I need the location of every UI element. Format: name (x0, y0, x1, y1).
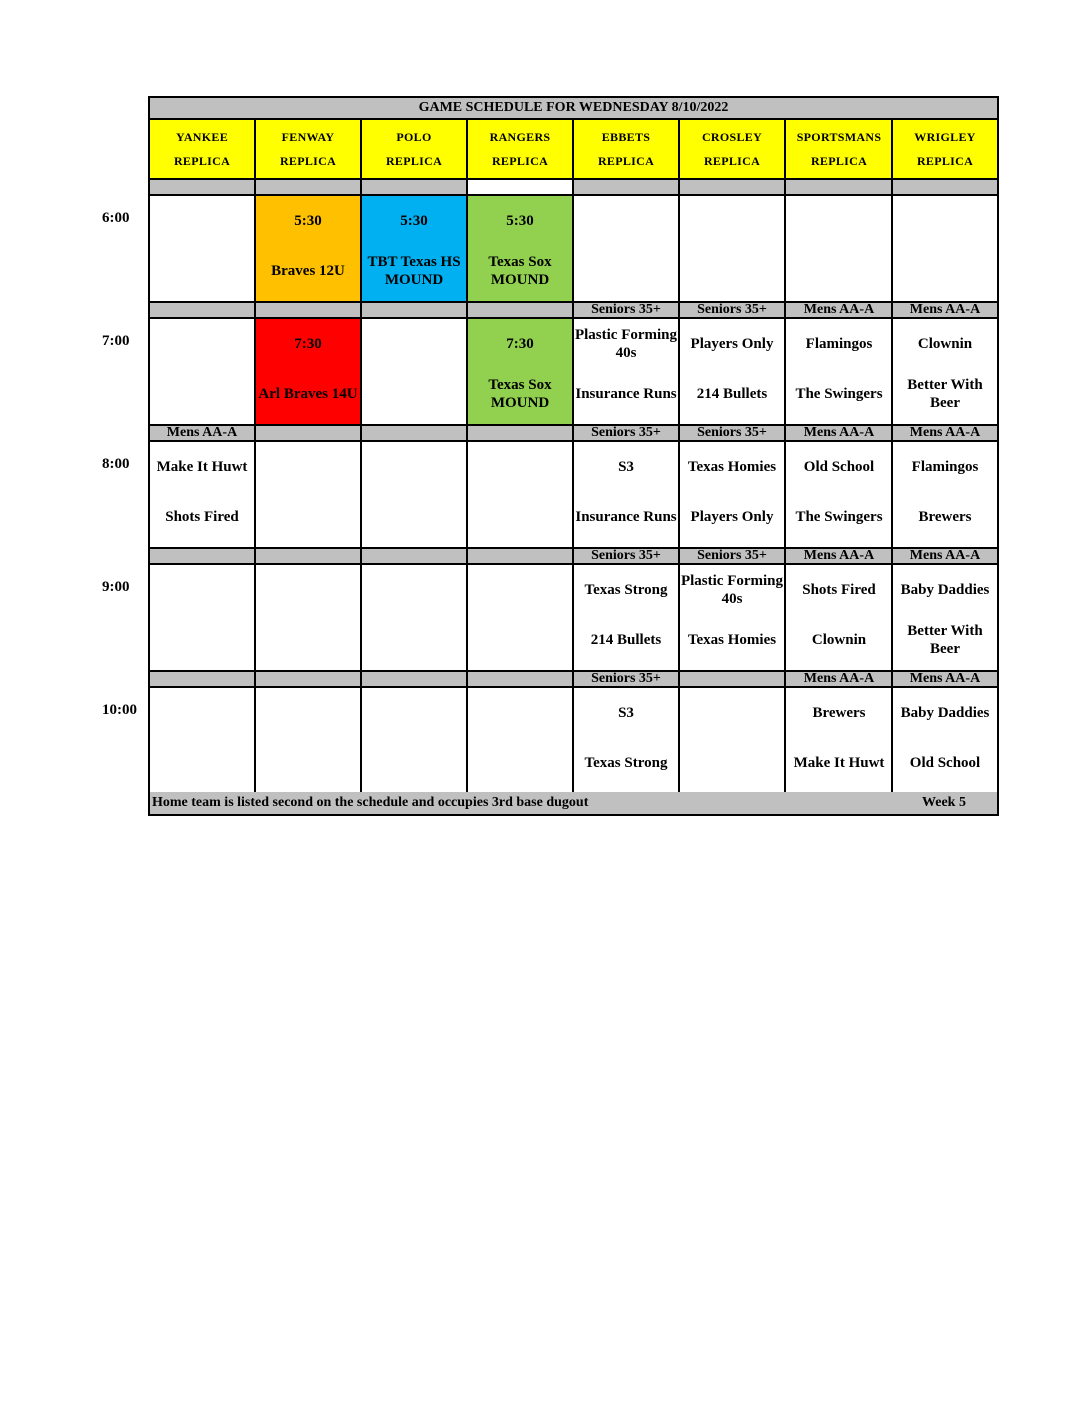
field-header-fenway (256, 120, 362, 178)
matchup (787, 196, 891, 296)
division-label (680, 180, 786, 194)
field-subtitle: REPLICA (810, 154, 868, 168)
away-team (680, 688, 784, 738)
matchup (680, 442, 784, 542)
away-team: Plastic Forming 40s (680, 573, 784, 607)
home-team (150, 246, 254, 296)
home-team: Arl Braves 14U (258, 386, 358, 402)
division-label: Seniors 35+ (680, 549, 786, 563)
away-team (362, 442, 466, 492)
division-label (362, 549, 468, 563)
division-label: Mens AA-A (787, 426, 893, 440)
away-team (468, 688, 572, 738)
matchup (787, 319, 891, 419)
game-cell (893, 319, 997, 424)
division-band (150, 180, 997, 196)
game-cell (468, 319, 574, 424)
away-team (150, 319, 254, 369)
field-header-yankee (150, 120, 256, 178)
field-name: SPORTSMANS (796, 130, 882, 144)
matchup (468, 688, 572, 788)
field-header-ebbets (574, 120, 680, 178)
game-cell (680, 688, 786, 793)
game-cell (256, 442, 362, 547)
game-cell (468, 442, 574, 547)
division-band (150, 672, 997, 688)
away-team (150, 565, 254, 615)
away-team: Flamingos (911, 459, 979, 475)
matchup (787, 565, 891, 665)
division-label: Seniors 35+ (680, 303, 786, 317)
game-cell (574, 196, 680, 301)
game-cell (680, 565, 786, 670)
division-label (362, 303, 468, 317)
matchup (468, 196, 572, 296)
game-cell (256, 688, 362, 793)
division-label (680, 672, 786, 686)
game-cell (150, 688, 256, 793)
home-team: Braves 12U (271, 263, 345, 279)
division-label: Mens AA-A (787, 549, 893, 563)
home-team: The Swingers (795, 509, 883, 525)
game-cell (362, 319, 468, 424)
matchup (680, 319, 784, 419)
away-team: Make It Huwt (156, 459, 248, 475)
home-team (362, 369, 466, 419)
division-label: Seniors 35+ (680, 426, 786, 440)
home-team: Make It Huwt (793, 755, 885, 771)
home-team (150, 615, 254, 665)
away-team: Players Only (690, 336, 774, 352)
home-team (362, 615, 466, 665)
home-team (680, 246, 784, 296)
footer (150, 792, 997, 814)
matchup (893, 196, 997, 296)
home-team: Texas Homies (687, 632, 777, 648)
home-team (893, 246, 997, 296)
matchup (256, 319, 360, 419)
game-cell (256, 196, 362, 301)
division-label: Mens AA-A (909, 425, 981, 440)
time-label: 10:00 (102, 702, 137, 718)
away-team: Plastic Forming 40s (574, 327, 678, 361)
field-subtitle: REPLICA (703, 154, 761, 168)
away-team (787, 196, 891, 246)
matchup (362, 442, 466, 542)
matchup (893, 319, 997, 419)
division-label (468, 549, 574, 563)
away-team: Brewers (812, 705, 866, 721)
matchup (150, 319, 254, 419)
home-team: Brewers (918, 509, 972, 525)
game-cell (787, 196, 893, 301)
game-cell (893, 442, 997, 547)
away-team (362, 565, 466, 615)
matchup (256, 442, 360, 542)
field-header-rangers (468, 120, 574, 178)
game-cell (893, 196, 997, 301)
division-label (787, 180, 893, 194)
game-cell (893, 565, 997, 670)
footer-note: Home team is listed second on the schedule and occupies 3rd base dugout (152, 795, 589, 810)
home-team: Texas Strong (584, 755, 668, 771)
away-team: 5:30 (506, 213, 534, 229)
division-label: Mens AA-A (909, 548, 981, 563)
division-label (362, 672, 468, 686)
home-team: 214 Bullets (590, 632, 662, 648)
home-team: TBT Texas HS MOUND (367, 254, 461, 288)
field-header-wrigley (893, 120, 997, 178)
away-team: Clownin (917, 336, 973, 352)
field-header-polo (362, 120, 468, 178)
home-team: Better With Beer (907, 377, 983, 411)
matchup (787, 442, 891, 542)
matchup (362, 565, 466, 665)
field-subtitle: REPLICA (173, 154, 231, 168)
field-name: FENWAY (281, 130, 335, 144)
away-team (362, 688, 466, 738)
division-label: Seniors 35+ (574, 426, 680, 440)
matchup (680, 565, 784, 665)
home-team (362, 738, 466, 788)
matchup (574, 565, 678, 665)
matchup (468, 319, 572, 419)
division-label (150, 549, 256, 563)
away-team: 7:30 (506, 336, 534, 352)
home-team (256, 615, 360, 665)
time-slot-row (150, 565, 997, 672)
matchup (150, 565, 254, 665)
division-label: Seniors 35+ (574, 672, 680, 686)
away-team (574, 196, 678, 246)
game-cell (362, 196, 468, 301)
game-cell (362, 442, 468, 547)
field-name: WRIGLEY (914, 130, 976, 144)
matchup (680, 688, 784, 788)
home-team: The Swingers (795, 386, 883, 402)
game-cell (574, 688, 680, 793)
matchup (574, 196, 678, 296)
away-team: 5:30 (294, 213, 322, 229)
division-label (150, 672, 256, 686)
game-cell (150, 319, 256, 424)
home-team (468, 615, 572, 665)
game-cell (468, 196, 574, 301)
game-cell (468, 688, 574, 793)
home-team: Better With Beer (907, 623, 983, 657)
matchup (150, 442, 254, 542)
division-label: Mens AA-A (787, 672, 893, 686)
matchup (893, 565, 997, 665)
away-team: S3 (618, 459, 634, 475)
away-team: Texas Homies (687, 459, 777, 475)
division-label (256, 426, 362, 440)
division-label (468, 180, 574, 194)
matchup (680, 196, 784, 296)
game-cell (362, 565, 468, 670)
schedule-table (148, 96, 999, 816)
matchup (893, 442, 997, 542)
field-header-sportsmans (787, 120, 893, 178)
division-band (150, 549, 997, 565)
home-team: Texas Sox MOUND (488, 254, 552, 288)
time-slot-row (150, 688, 997, 795)
game-cell (574, 442, 680, 547)
division-label: Seniors 35+ (574, 303, 680, 317)
matchup (362, 319, 466, 419)
matchup (468, 565, 572, 665)
home-team (787, 246, 891, 296)
division-label: Mens AA-A (787, 303, 893, 317)
field-name: EBBETS (601, 130, 651, 144)
division-label (256, 180, 362, 194)
matchup (787, 688, 891, 788)
time-slot-row (150, 442, 997, 549)
home-team: Old School (909, 755, 981, 771)
game-cell (362, 688, 468, 793)
field-subtitle: REPLICA (385, 154, 443, 168)
matchup (256, 196, 360, 296)
matchup (150, 688, 254, 788)
away-team (468, 442, 572, 492)
division-label (574, 180, 680, 194)
away-team: Flamingos (805, 336, 873, 352)
matchup (256, 565, 360, 665)
away-team: Shots Fired (802, 582, 876, 598)
away-team: 7:30 (294, 336, 322, 352)
away-team (256, 565, 360, 615)
field-name: RANGERS (489, 130, 551, 144)
game-cell (680, 442, 786, 547)
matchup (256, 688, 360, 788)
home-team: Insurance Runs (575, 386, 677, 402)
game-cell (680, 196, 786, 301)
matchup (893, 688, 997, 788)
game-cell (150, 442, 256, 547)
away-team (150, 196, 254, 246)
division-label (893, 180, 997, 194)
away-team: Baby Daddies (900, 705, 990, 721)
division-label (150, 303, 256, 317)
game-cell (150, 196, 256, 301)
game-cell (787, 319, 893, 424)
division-label: Mens AA-A (909, 302, 981, 317)
field-name: CROSLEY (701, 130, 763, 144)
matchup (468, 442, 572, 542)
game-cell (468, 565, 574, 670)
game-cell (787, 565, 893, 670)
matchup (362, 196, 466, 296)
game-cell (574, 565, 680, 670)
time-label: 6:00 (102, 210, 130, 226)
matchup (574, 688, 678, 788)
game-cell (574, 319, 680, 424)
division-label (468, 672, 574, 686)
away-team: 5:30 (400, 213, 428, 229)
field-name: POLO (396, 130, 432, 144)
division-label (256, 672, 362, 686)
home-team: 214 Bullets (696, 386, 768, 402)
home-team (150, 738, 254, 788)
time-label: 8:00 (102, 456, 130, 472)
away-team: S3 (618, 705, 634, 721)
field-name: YANKEE (175, 130, 229, 144)
week-label: Week 5 (922, 795, 966, 810)
away-team (893, 196, 997, 246)
game-cell (256, 565, 362, 670)
home-team (468, 738, 572, 788)
home-team (362, 492, 466, 542)
home-team: Shots Fired (165, 509, 239, 525)
division-label (468, 426, 574, 440)
division-label (256, 549, 362, 563)
division-band (150, 426, 997, 442)
matchup (362, 688, 466, 788)
field-subtitle: REPLICA (597, 154, 655, 168)
game-cell (680, 319, 786, 424)
division-label: Seniors 35+ (574, 549, 680, 563)
away-team (150, 688, 254, 738)
away-team (468, 565, 572, 615)
time-label: 7:00 (102, 333, 130, 349)
home-team (256, 492, 360, 542)
home-team (468, 492, 572, 542)
time-label: 9:00 (102, 579, 130, 595)
away-team (256, 688, 360, 738)
game-cell (256, 319, 362, 424)
division-label (362, 180, 468, 194)
away-team (256, 442, 360, 492)
home-team (150, 369, 254, 419)
division-label (468, 303, 574, 317)
division-label (256, 303, 362, 317)
division-band (150, 303, 997, 319)
matchup (574, 442, 678, 542)
matchup (150, 196, 254, 296)
home-team: Texas Sox MOUND (488, 377, 552, 411)
away-team (680, 196, 784, 246)
division-label: Mens AA-A (909, 671, 981, 686)
division-label (150, 180, 256, 194)
game-cell (893, 688, 997, 793)
field-header-row (150, 120, 997, 180)
home-team: Players Only (690, 509, 774, 525)
time-slot-row (150, 196, 997, 303)
game-cell (150, 565, 256, 670)
field-subtitle: REPLICA (279, 154, 337, 168)
field-subtitle: REPLICA (916, 154, 974, 168)
field-subtitle: REPLICA (491, 154, 549, 168)
field-header-crosley (680, 120, 786, 178)
away-team: Baby Daddies (900, 582, 990, 598)
home-team: Insurance Runs (575, 509, 677, 525)
home-team (574, 246, 678, 296)
game-cell (787, 688, 893, 793)
away-team: Old School (803, 459, 875, 475)
away-team (362, 319, 466, 369)
home-team (256, 738, 360, 788)
division-label: Mens AA-A (150, 426, 256, 440)
away-team: Texas Strong (584, 582, 668, 598)
home-team: Clownin (811, 632, 867, 648)
division-label (362, 426, 468, 440)
game-cell (787, 442, 893, 547)
home-team (680, 738, 784, 788)
time-slot-row (150, 319, 997, 426)
matchup (574, 319, 678, 419)
schedule-title: GAME SCHEDULE FOR WEDNESDAY 8/10/2022 (150, 98, 997, 120)
